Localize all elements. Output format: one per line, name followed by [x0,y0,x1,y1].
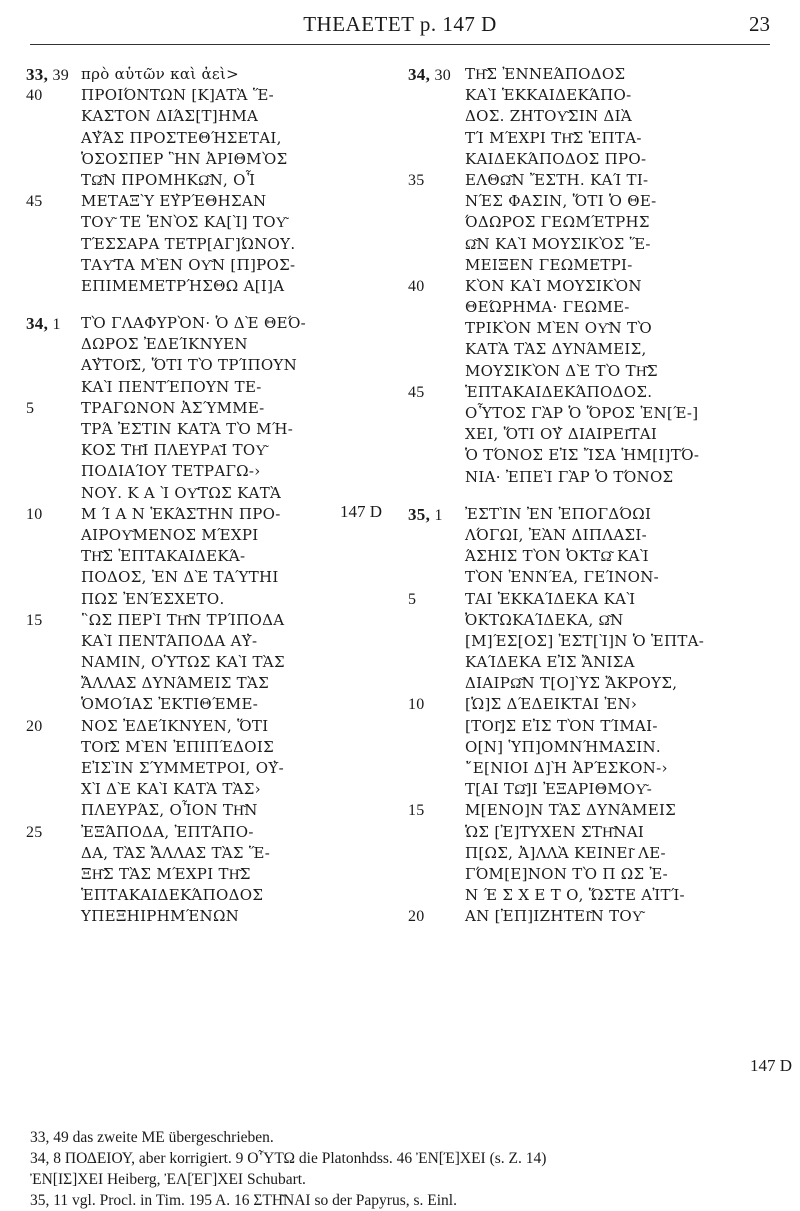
papyrus-text: ΠΟΔΙΑΊΟΥ ΤΕΤΡΑΓΩ-› [81,462,261,481]
margin-reference-left: 147 D [340,502,383,521]
papyrus-text: ΚΟΣ ΤΗ͂Ι ΠΛΕΥΡΑ͂Ι ΤΟΥ͂ [81,441,267,460]
papyrus-text: ΓΌΜ[Ε]ΝΟΝ ΤῸ Π ΩΣ Ἐ- [465,864,668,883]
papyrus-text: ΤΡΑΓΩΝΟΝ ἈΣΎΜΜΕ- [81,398,265,417]
text-line [408,822,780,843]
papyrus-text: ΠΡΟΙΌΝΤΩΝ [Κ]ΑΤᾺ Ἕ- [81,86,275,105]
text-line [26,504,391,525]
papyrus-text: Ν Έ Σ Χ Ε Τ Ο, ὭΣΤΕ ΑἸΤΊ- [465,886,685,905]
papyrus-text: Μ Ί Α Ν ἙΚΆΣΤΗΝ ΠΡΟ- [81,504,281,523]
papyrus-text: ΝΟΥ. Κ Α Ὶ ΟΥ͂ΤΩΣ ΚΑΤᾺ [81,483,282,502]
line-number: 45 [26,193,43,211]
papyrus-text: ὉΣΟΣΠΕΡ ἫΝ ἈΡΙΘΜῸΣ [81,149,288,168]
line-number: 10 [408,696,425,714]
papyrus-text: ΝΙΑ· ἘΠΕῚ ΓᾺΡ Ὁ ΤΌΝΟΣ [465,467,674,486]
papyrus-text: Ὁ ΤΌΝΟΣ ΕἸΣ ἼΣΑ ἩΜ[Ι]ΤΌ- [465,446,700,465]
text-line [408,339,780,360]
papyrus-text: ΠΟΔΟΣ, ἘΝ ΔῈ ΤΑΎΤΗΙ [81,568,279,587]
papyrus-text: [ΤΟΙ͂]Σ ΕἸΣ ΤῸΝ ΤΊΜΑΙ- [465,716,658,735]
text-line [26,106,391,127]
papyrus-text: [Μ]ΈΣ[ΟΣ] ἘΣΤ[Ὶ]Ν Ὁ ἙΠΤΑ- [465,631,705,650]
papyrus-text: ΤΑΙ ἙΚΚΑΊΔΕΚΑ ΚΑῚ [465,589,636,608]
text-line [408,170,780,191]
papyrus-text: ΛΌΓΩΙ, ἘᾺΝ ΔΙΠΛΑΣΙ- [465,525,647,544]
running-header [30,12,770,42]
papyrus-text: ΕἸΣῚΝ ΣΎΜΜΕΤΡΟΙ, ΟΥ̓- [81,759,284,777]
text-line [26,737,391,758]
papyrus-text: Ο[Ν] ὙΠ]ΟΜΝΉΜΑΣΙΝ. [465,737,661,756]
papyrus-text: ΤΑΥ͂ΤΑ ΜῈΝ ΟΥ͂Ν [Π]ΡΟΣ- [81,255,296,274]
header-rule [30,44,770,45]
text-line [26,377,391,398]
papyrus-text: ὉΜΟΊΑΣ ἘΚΤΙΘΈΜΕ- [81,695,259,714]
page-number: 23 [749,12,770,36]
papyrus-text: ΑΥ̓ΤΟΙ͂Σ, ὍΤΙ ΤῸ ΤΡΊΠΟΥΝ [81,356,298,375]
text-line [26,334,391,355]
header-title: THEAETET p. 147 D [303,12,497,36]
papyrus-text: ὈΚΤΩΚΑΊΔΕΚΑ, Ω͂Ν [465,610,624,629]
text-line [408,467,780,488]
line-number: 35 [408,171,425,189]
line-number: 15 [26,611,43,629]
papyrus-text: ΠΛΕΥΡΆΣ, ΟἾΟΝ ΤΗ͂Ν [81,801,258,820]
text-line [408,488,780,504]
text-line [408,212,780,233]
text-line [26,276,391,297]
line-number: 20 [26,717,43,735]
line-number: 35, 1 [408,504,443,524]
papyrus-text: ΚΑΊΔΕΚΑ ΕἸΣ ἌΝΙΣΑ [465,653,635,672]
line-number: 34, 1 [26,314,61,334]
papyrus-text: ῝ΩΣ ΠΕΡῚ ΤΗ͂Ν ΤΡΊΠΟΔΑ [81,610,285,629]
text-line [408,318,780,339]
text-line [26,546,391,567]
text-line [26,843,391,864]
text-line [26,610,391,631]
text-line [26,398,391,419]
footnote-line: 34, 8 ΠΟΔΕΙΟΥ, aber korrigiert. 9 ΟὟΤΩ die Platonhdss. 46 ἘΝ[Έ]ΧΕΙ (s. Z. 14) [30,1150,547,1167]
text-line [408,361,780,382]
papyrus-text: ΕΛΘΩ͂Ν ἜΣΤΗ. ΚΑΊ ΤΙ- [465,170,649,189]
text-line [408,64,780,85]
papyrus-text: ΜΕΤΑΞῪ ΕΥ̓ΡΈΘΗΣΑΝ [81,192,267,211]
papyrus-text: ΚΑΙΔΕΚΆΠΟΔΟΣ ΠΡΟ- [465,149,647,168]
footnote-line: ἘΝ[ΙΣ]ΧΕΙ Heiberg, ἘΛ[ΈΓ]ΧΕΙ Schubart. [30,1171,306,1188]
papyrus-text: Π[ΩΣ, Ἀ]ΛΛᾺ ΚΕΙΝΕΙ͂ ΛΕ- [465,843,666,862]
text-line [26,800,391,821]
text-line [408,149,780,170]
papyrus-text: ΚΑῚ ἙΚΚΑΙΔΕΚΆΠΟ- [465,86,632,105]
line-number: 40 [26,87,43,105]
text-line [408,589,780,610]
text-line [26,170,391,191]
papyrus-text: ΤΟΙ͂Σ ΜῈΝ ἘΠΙΠΈΔΟΙΣ [81,737,275,756]
text-line [408,779,780,800]
papyrus-text: ἙΠΤΑΚΑΙΔΕΚΆΠΟΔΟΣ [81,886,264,905]
text-line [408,800,780,821]
line-number: 40 [408,277,425,295]
papyrus-text: ΚΑΤᾺ ΤᾺΣ ΔΥΝΆΜΕΙΣ, [465,340,647,359]
text-line [26,313,391,334]
footnote-line: 33, 49 das zweite ΜΕ übergeschrieben. [30,1129,274,1146]
papyrus-text: ΤΟΥ͂ ΤΕ ἙΝῸΣ ΚΑ[Ὶ] ΤΟΥ͂ [81,213,287,232]
text-line [408,382,780,403]
right-column [408,64,780,928]
papyrus-text: ΤΩ͂Ν ΠΡΟΜΗΚΩ͂Ν, ΟἿ [81,170,256,189]
papyrus-text: ΔΟΣ. ΖΗΤΟΥ͂ΣΙΝ ΔΙᾺ [465,107,633,126]
papyrus-text: ΆΣΗΙΣ ΤῸΝ ὈΚΤΩ͂ ΚΑῚ [465,547,649,566]
line-number: 45 [408,383,425,401]
text-line [408,106,780,127]
papyrus-text: ΌΔΩΡΟΣ ΓΕΩΜΈΤΡΗΣ [465,213,650,232]
papyrus-text: ΥΠΕΞΗΙΡΗΜΈΝΩΝ [81,907,240,926]
papyrus-text: ΤΗ͂Σ ἘΝΝΕΆΠΟΔΟΣ [465,65,626,83]
text-line [26,419,391,440]
papyrus-text: Τ[ΑΙ ΤΩ͂]Ι ἘΞΑΡΙΘΜΟΥ͂- [465,780,653,799]
papyrus-text: ΤΗ͂Σ ἙΠΤΑΚΑΙΔΕΚΆ- [81,547,246,566]
text-line [26,631,391,652]
papyrus-text: ΚῸΝ ΚΑῚ ΜΟΥΣΙΚῸΝ [465,276,642,295]
text-line [26,758,391,779]
text-line [408,758,780,779]
text-line [26,149,391,170]
papyrus-text: ῎Ε[ΝΙΟΙ Δ]Ὴ ἈΡΈΣΚΟΝ-› [465,759,668,777]
line-number: 5 [408,590,417,608]
text-line [26,461,391,482]
text-line [26,525,391,546]
papyrus-text: ἌΛΛΑΣ ΔΥΝΆΜΕΙΣ ΤᾺΣ [81,674,270,693]
text-line [26,589,391,610]
papyrus-text: ΜΟΥΣΙΚῸΝ ΔῈ ΤῸ ΤΗ͂Σ [465,361,658,380]
text-line [26,355,391,376]
text-line [408,255,780,276]
text-line [408,445,780,466]
papyrus-text: ΑΝ [ἘΠ]ΙΖΗΤΕΙ͂Ν ΤΟΥ͂ [465,907,644,926]
papyrus-text: ΚΑῚ ΠΕΝΤΈΠΟΥΝ ΤΕ- [81,377,262,396]
papyrus-text: ΤΡΆ ἘΣΤΙΝ ΚΑΤᾺ ΤῸ ΜΉ- [81,420,294,438]
text-line [408,504,780,525]
text-line [26,483,391,504]
text-line [26,864,391,885]
papyrus-text: ΤῸ ΓΛΑΦΥΡῸΝ· Ὁ ΔῈ ΘΕΌ- [81,314,307,333]
text-line [26,567,391,588]
text-line [408,864,780,885]
line-number: 5 [26,399,35,417]
papyrus-text: ΤΡΙΚῸΝ ΜῈΝ ΟΥ͂Ν ΤῸ [465,319,653,338]
text-line [26,191,391,212]
text-line [408,673,780,694]
text-line [26,822,391,843]
papyrus-text: ΜΕΙΞΕΝ ΓΕΩΜΕΤΡΙ- [465,255,633,274]
papyrus-text: [Ὡ]Σ ΔΈΔΕΙΚΤΑΙ ἘΝ› [465,695,638,714]
papyrus-text: ΝΑΜΙΝ, ΟὙΤΩΣ ΚΑῚ ΤᾺΣ [81,653,285,672]
text-line [408,843,780,864]
text-line [26,85,391,106]
text-line [408,631,780,652]
papyrus-text: Ω͂Ν ΚΑῚ ΜΟΥΣΙΚῸΣ Ἕ- [465,234,651,253]
line-number: 20 [408,908,425,926]
text-line [26,906,391,927]
text-line [408,525,780,546]
text-line [26,716,391,737]
papyrus-text: ΠΩΣ ἘΝΈΣΧΕΤΟ. [81,589,225,608]
papyrus-text: ΧῚ ΔῈ ΚΑῚ ΚΑΤᾺ ΤᾺΣ› [81,780,261,799]
papyrus-text: ΝΟΣ ἘΔΕΊΚΝΥΕΝ, ὍΤΙ [81,716,269,735]
text-line [408,128,780,149]
line-number: 33, 39 [26,65,70,84]
text-line [26,652,391,673]
papyrus-text: ΚΑῚ ΠΕΝΤΆΠΟΔΑ ΑΥ̓- [81,631,258,650]
papyrus-text: πρὸ αὑτῶν καὶ ἀεὶ> [81,65,240,83]
text-line [26,234,391,255]
papyrus-text: ΑΙΡΟΥ͂ΜΕΝΟΣ ΜΈΧΡΙ [81,525,259,544]
text-line [26,885,391,906]
papyrus-text: Μ[ΕΝΟ]Ν ΤᾺΣ ΔΥΝΆΜΕΙΣ [465,801,677,820]
text-line [408,85,780,106]
text-line [408,716,780,737]
text-line [408,276,780,297]
text-line [408,403,780,424]
text-line [408,652,780,673]
papyrus-text: ΤΈΣΣΑΡΑ ΤΕΤΡ[ΑΓ]ΏΝΟΥ. [81,234,296,253]
text-line [408,906,780,927]
text-line [26,297,391,313]
text-line [26,255,391,276]
text-line [408,737,780,758]
papyrus-text: ΚΑΣΤΟΝ ΔΙΆΣ[Τ]ΗΜΑ [81,107,259,126]
papyrus-text: ΤῸΝ ἘΝΝΈΑ, ΓΕΊΝΟΝ- [465,568,660,587]
papyrus-text: ΝΈΣ ΦΑΣΙΝ, ὍΤΙ Ὁ ΘΕ- [465,192,657,211]
text-line [408,234,780,255]
text-line [26,440,391,461]
papyrus-text: ἘΣΤῚΝ ἘΝ ἘΠΟΓΔΌΩΙ [465,504,652,523]
papyrus-text: ΟὟΤΟΣ ΓᾺΡ Ὁ ὍΡΟΣ ἘΝ[Έ-] [465,404,699,422]
text-line [408,546,780,567]
text-line [408,610,780,631]
papyrus-text: ἘΞΆΠΟΔΑ, ἘΠΤΆΠΟ- [81,822,254,841]
line-number: 25 [26,823,43,841]
papyrus-text: ΔΩΡΟΣ ἘΔΕΊΚΝΥΕΝ [81,335,248,354]
papyrus-text: ΑΥ̓ΆΣ ΠΡΟΣΤΕΘΉΣΕΤΑΙ, [81,128,282,147]
papyrus-text: ΔΙΑΙΡΩ͂Ν Τ[Ο]ῪΣ ἌΚΡΟΥΣ, [465,674,678,693]
text-line [26,779,391,800]
margin-reference-right: 147 D [750,1056,793,1075]
text-line [408,297,780,318]
apparatus-footnotes [30,1127,770,1211]
footnote-line: 35, 11 vgl. Procl. in Tim. 195 A. 16 ΣΤΗ͂ΝΑΙ so der Papyrus, s. Einl. [30,1192,457,1209]
text-line [26,64,391,85]
papyrus-text: ἙΠΤΑΚΑΙΔΕΚΆΠΟΔΟΣ. [465,382,653,401]
line-number: 10 [26,505,43,523]
papyrus-text: ΕΠΙΜΕΜΕΤΡΉΣΘΩ Α[Ι]Α [81,276,285,295]
text-line [26,212,391,233]
text-line [26,673,391,694]
papyrus-text: ΞΗ͂Σ ΤᾺΣ ΜΈΧΡΙ ΤΗ͂Σ [81,864,251,883]
text-line [408,567,780,588]
text-line [26,128,391,149]
papyrus-text: ΧΕΙ, ὍΤΙ ΟΥ̓ ΔΙΑΙΡΕΙ͂ΤΑΙ [465,425,658,444]
left-column [26,64,391,928]
papyrus-text: ΘΕΏΡΗΜΑ· ΓΕΩΜΕ- [465,298,630,317]
line-number: 34, 30 [408,65,452,84]
papyrus-text: ΤΊ ΜΈΧΡΙ ΤΗ͂Σ ἙΠΤΑ- [465,128,642,147]
text-line [408,885,780,906]
text-line [26,694,391,715]
line-number: 15 [408,802,425,820]
text-line [408,424,780,445]
text-line [408,191,780,212]
text-line [408,694,780,715]
papyrus-text: ὩΣ [Ἐ]ΤΥΧΕΝ ΣΤΗ͂ΝΑΙ [465,822,645,841]
papyrus-text: ΔΑ, ΤᾺΣ ἌΛΛΑΣ ΤᾺΣ Ἕ- [81,843,271,862]
